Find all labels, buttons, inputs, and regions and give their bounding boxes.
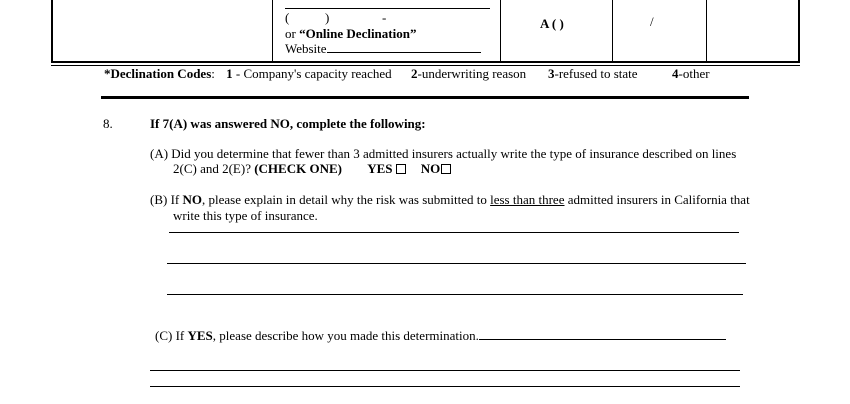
code-1-number: 1 <box>226 66 233 81</box>
section-heading: If 7(A) was answered NO, complete the following: <box>150 116 426 131</box>
table-bottom-border <box>51 61 800 63</box>
question-a-line1: (A) Did you determine that fewer than 3 admitted insurers actually write the type of insurance described on lines <box>150 146 737 161</box>
table-divider <box>500 0 501 62</box>
check-one-label: (CHECK ONE) <box>254 161 342 176</box>
answer-c-line-1[interactable] <box>150 370 740 371</box>
code-3-text: -refused to state <box>554 66 638 81</box>
table-border-left <box>51 0 53 62</box>
question-b-line1: (B) If NO, please explain in detail why the risk was submitted to less than three admitted insurers in California that <box>150 192 750 207</box>
website-label: Website <box>285 41 327 56</box>
declination-codes-legend: *Declination Codes: 1 - Company's capacity reached <box>104 66 392 81</box>
declination-codes-label: *Declination Codes <box>104 66 212 81</box>
phone-open-paren: ( <box>285 10 290 25</box>
answer-c-line-2[interactable] <box>150 386 740 387</box>
phone-dash: - <box>382 10 387 25</box>
code-2 <box>411 66 526 82</box>
table-divider <box>706 0 707 62</box>
answer-b-line-2[interactable] <box>167 263 746 264</box>
code-2-number: 2 <box>411 66 418 81</box>
phone-top-line <box>285 8 490 9</box>
answer-b-line-1[interactable] <box>169 232 739 233</box>
code-3 <box>548 66 638 82</box>
phone-close-paren: ) <box>325 10 330 25</box>
website-field[interactable] <box>327 41 481 53</box>
code-1-text: - Company's capacity reached <box>232 66 392 81</box>
online-declination-line <box>285 26 416 42</box>
status-column-value: A ( ) <box>540 16 564 31</box>
section-number: 8. <box>103 116 113 131</box>
yes-label: YES <box>367 161 393 176</box>
question-a-line2: 2(C) and 2(E)? (CHECK ONE) YES NO <box>173 161 451 177</box>
answer-c-inline-field[interactable] <box>479 328 726 340</box>
date-slash: / <box>650 14 654 29</box>
yes-checkbox[interactable] <box>396 164 406 174</box>
no-checkbox[interactable] <box>441 164 451 174</box>
table-divider <box>272 0 273 62</box>
website-row <box>285 41 481 57</box>
or-text: or <box>285 26 300 41</box>
code-3-number: 3 <box>548 66 555 81</box>
section-divider <box>101 96 749 99</box>
question-c: (C) If YES, please describe how you made this determination. <box>155 328 726 344</box>
table-border-right <box>798 0 800 62</box>
no-label: NO <box>420 161 441 176</box>
code-4-text: -other <box>678 66 710 81</box>
code-4 <box>672 66 710 82</box>
question-b-line2: write this type of insurance. <box>173 208 318 223</box>
code-4-number: 4 <box>672 66 679 81</box>
code-2-text: -underwriting reason <box>417 66 527 81</box>
table-divider <box>612 0 613 62</box>
online-declination-label: “Online Declination” <box>299 26 417 41</box>
answer-b-line-3[interactable] <box>167 294 743 295</box>
